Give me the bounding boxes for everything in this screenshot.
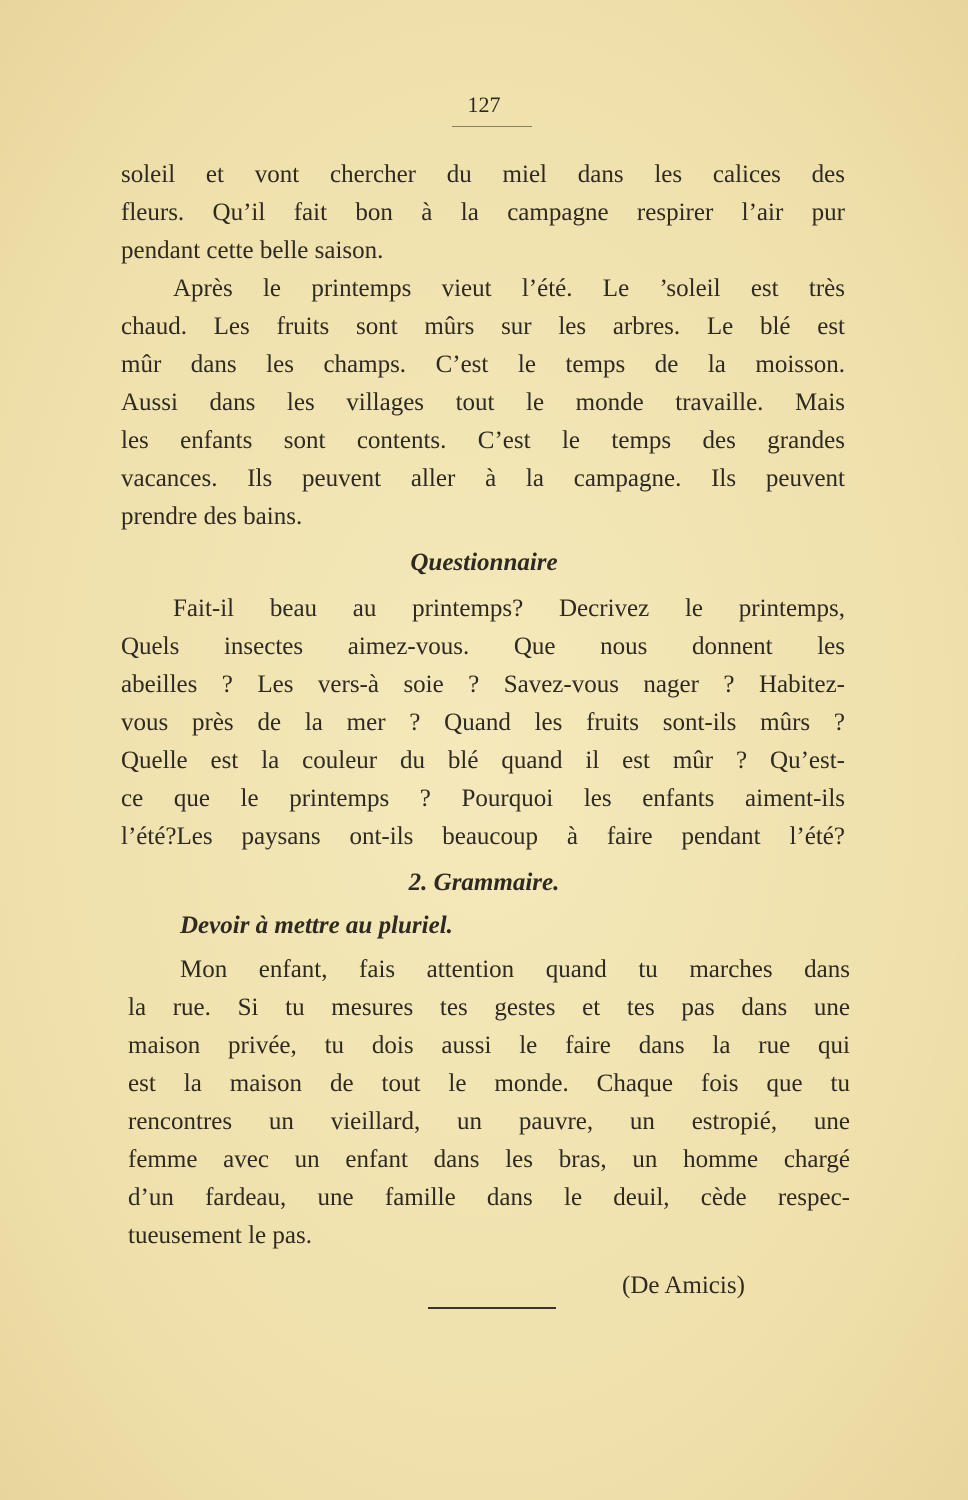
text-line: Aussi dans les villages tout le monde travaille. Mais	[121, 389, 845, 416]
text-line: prendre des bains.	[121, 503, 303, 530]
text-line: d’un fardeau, une famille dans le deuil, cède respec-	[128, 1184, 850, 1211]
text-line: l’été?Les paysans ont-ils beaucoup à faire pendant l’été?	[121, 823, 845, 850]
text-line: Quels insectes aimez-vous. Que nous donnent les	[121, 633, 845, 660]
text-line: rencontres un vieillard, un pauvre, un estropié, une	[128, 1108, 850, 1135]
end-rule	[428, 1307, 556, 1309]
attribution: (De Amicis)	[622, 1272, 745, 1299]
page-number-rule	[452, 126, 532, 127]
text-line: Quelle est la couleur du blé quand il est mûr ? Qu’est-	[121, 747, 845, 774]
text-line: tueusement le pas.	[128, 1222, 312, 1249]
text-line: Fait-il beau au printemps? Decrivez le printemps,	[173, 595, 845, 622]
text-line: mûr dans les champs. C’est le temps de la moisson.	[121, 351, 845, 378]
text-line: Mon enfant, fais attention quand tu marches dans	[180, 956, 850, 983]
page-number: 127	[467, 92, 501, 117]
text-line: ce que le printemps ? Pourquoi les enfants aiment-ils	[121, 785, 845, 812]
text-line: vacances. Ils peuvent aller à la campagne. Ils peuvent	[121, 465, 845, 492]
devoir-heading: Devoir à mettre au pluriel.	[180, 912, 453, 939]
text-line: pendant cette belle saison.	[121, 237, 384, 264]
text-line: la rue. Si tu mesures tes gestes et tes pas dans une	[128, 994, 850, 1021]
text-line: soleil et vont chercher du miel dans les calices des	[121, 161, 845, 188]
text-line: abeilles ? Les vers-à soie ? Savez-vous nager ? Habitez-	[121, 671, 845, 698]
grammaire-heading: 2. Grammaire.	[408, 869, 560, 896]
text-line: fleurs. Qu’il fait bon à la campagne respirer l’air pur	[121, 199, 845, 226]
questionnaire-heading: Questionnaire	[410, 549, 558, 576]
text-line: Après le printemps vieut l’été. Le ’soleil est très	[173, 275, 845, 302]
text-line: maison privée, tu dois aussi le faire dans la rue qui	[128, 1032, 850, 1059]
text-line: femme avec un enfant dans les bras, un homme chargé	[128, 1146, 850, 1173]
text-line: chaud. Les fruits sont mûrs sur les arbres. Le blé est	[121, 313, 845, 340]
text-line: vous près de la mer ? Quand les fruits sont-ils mûrs ?	[121, 709, 845, 736]
text-line: est la maison de tout le monde. Chaque fois que tu	[128, 1070, 850, 1097]
text-line: les enfants sont contents. C’est le temps des grandes	[121, 427, 845, 454]
